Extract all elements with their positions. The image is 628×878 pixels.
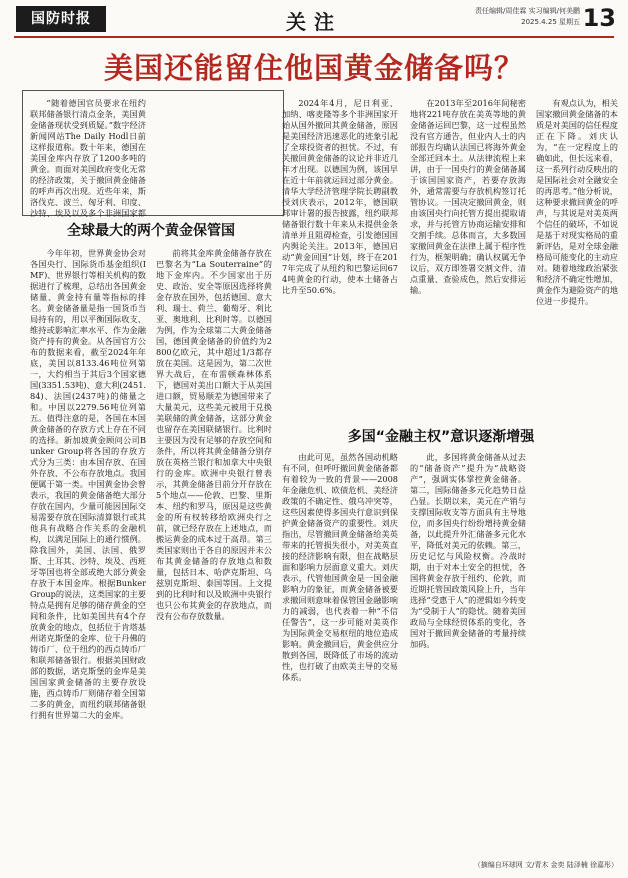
page-header — [0, 0, 628, 40]
page-number: 13 — [582, 4, 616, 32]
newspaper-logo: 国防时报 — [16, 6, 106, 32]
header-rule — [14, 36, 614, 38]
subhead-1: 全球最大的两个黄金保管国 — [67, 223, 235, 239]
source-credit: （摘编自环球网 文/青木 金奕 陆泽楠 徐嘉彤） — [473, 861, 618, 869]
date-line: 2025.4.25 星期五 — [521, 18, 580, 26]
editor-meta — [475, 6, 580, 28]
headline: 美国还能留住他国黄金储备吗？ — [103, 51, 524, 85]
section-title: 关注 — [286, 10, 342, 34]
article-col-7: 有观点认为，相关国家撤回黄金储备的本质是对美国的信任程度正在下降。刘庆认为，“在一定程度上的确如此，但长远来看，这一系列行动反映出的是国际社会对全融安全的再思考。”他分析说，这种要求撤回黄金的呼声，与其说是对美英两个信任的破坏，不如说是基于对现实格局的重新评估，是对全球金融格局可能变化的主动应对。随着地缘政治紧张和经济不确定性增加，黄金作为避险资产的地位进一步提升。 — [536, 98, 618, 306]
article-col-4: 在2013年至2016年间秘密地将221吨存放在美英等地的黄金储备运回巴黎，这一过程虽然没有官方通告，但业内人士的内部报告均确认法国已将海外黄金全部迁回本土。从法律流程上来讲，由于一国央行的黄金储备属于该国国家资产，若要存放海外，通常需要与存放机构签订托管协议。一国决定撤回黄金，则由该国央行向托管方提出提取请求，并与托管方协商运输安排和交割手续。总体而言，大多数国家撤回黄金在法律上属于程序性行为，框架明确；确认权属无争议后，双方即签署交割文件、清点重量、查验成色，然后安排运输。 — [410, 98, 526, 295]
intro-text: “随着德国官员要求在纽约联邦储备银行清点金条，美国黄金储备现状受到质疑。”数字经济新闻网站The Daily Hodl日前这样报道称。数十年来，德国在美国金库内存放了1200多吨的黄金。而面对美国政府变化无常的经济政策，关于撤回黄金储备的呼声再次出现。近些年来，斯洛伐克、波兰、匈牙利、印度、沙特、埃及以及多个非洲国家都 — [30, 98, 146, 218]
article-col-6: 此，多国将黄金储备从过去的“储备资产”提升为“战略资产”，强调实体掌控黄金储备。第二，国际储备多元化趋势日益凸显。长期以来，美元在产销与支撑国际收支等方面具有主导地位，而多国央行纷纷增持黄金储备，以此提升外汇储备多元化水平，降低对美元的依赖。第三，历史记忆与风险权衡。冷战时期，由于对本土安全的担忧，各国将黄金存放于纽约、伦敦，而近期托管国政策风险上升，当年选择“受惠于人”的逻辑如今转变为“受制于人”的隐忧。随着美国政局与全球经贸体系的变化，各国对于撤回黄金储备的考量持续加码。 — [410, 452, 526, 649]
article-col-5: 由此可见，虽然各国动机略有不同，但呼吁撤回黄金储备都有着较为一致的背景——2008年金融危机、欧债危机、美经济政策的不确定性、俄乌冲突等，这些因素使得多国央行意识到保护黄金储备资产的重要性。刘庆指出，尽管撤回黄金储备给美英带来的托管损失很小，对美英直接的经济影响有限，但在战略层面和影响力层面意义重大。刘庆表示，代管他国黄金是一国金融影响力的象征，而黄金储备被要求撤回则意味着保管国金融影响力的减弱，也代表着一种“不信任警告”，这一步可能对美英作为国际黄金交易枢纽的地位造成影响。黄金撤回后，黄金供应分散到各国，既降低了市场的流动性，也打破了由欧美主导的交易体系。 — [282, 452, 398, 682]
subhead-2: 多国“金融主权”意识逐渐增强 — [347, 429, 535, 445]
article-col-1: 今年年初，世界黄金协会对各国央行、国际货币基金组织(IMF)、世界银行等相关机构的数据进行了梳理，总结出各国黄金储量、黄金持有量等指标的排名。黄金储备量是指一国货币当局持有的，用以平衡国际收支、维持或影响汇率水平、作为金融资产持有的黄金。从各国官方公布的数据来看，截至2024年年底，美国以8133.46吨位列第一，大约相当于其后3个国家德国(3351.53吨)、意大利(2451.84)、法国(2437吨)的储量之和。中国以2279.56吨位列第五。值得注意的是，各国在本国黄金储备的存放方式上存在不同的选择。新加坡黄金顾问公司Bunker Group将各国的存放方式分为三类：由本国存放、在国外存放、不公布存放地点。我国便属于第一类。中国黄金协会曾表示，我国的黄金储备绝大部分存放在国内，少量可能因国际交易需要存放在国际清算银行或其他具有战略合作关系的金融机构，以满足国际上的通行惯例。除我国外，美国、法国、俄罗斯、土耳其、沙特、埃及、西班牙等国也将全部或绝大部分黄金存放于本国金库。根据Bunker Group的说法，这类国家的主要特点是拥有足够的储存黄金的空间和条件，比如美国共有4个存放黄金的地点，包括位于肯塔基州诺克斯堡的金库、位于丹佛的铸币厂、位于纽约的西点铸币厂和联邦储备银行。根据美国财政部的数据，诺克斯堡的金库是美国国家黄金储备的主要存放设施，西点铸币厂则储存着全国第二多的黄金，而纽约联邦储备银行拥有世界第二大的金库。 — [30, 248, 146, 720]
article-col-2: 前将其金库黄金储备存放在巴黎名为“La Souterraine”的地下金库内。不少国家出于历史、政治、安全等原因选择将黄金存放在国外，包括德国、意大利、瑞士、荷兰、葡萄牙、利比亚、奥地利、比利时等。以德国为例，作为全球第二大黄金储备国，德国黄金储备的价值约为2800亿欧元，其中超过1/3都存放在美国。这是因为，第二次世界大战后，在布雷顿森林体系下，德国对美出口额大于从美国进口额，贸易顺差为德国带来了大量美元，这些美元被用于兑换美联储的黄金储备，这部分黄金也留存在美国联储银行。比利时主要因为没有足够的存放空间和条件，所以将其黄金储备分别存放在英格兰银行和加拿大中央银行的金库。欧洲中央银行曾表示，其黄金储备目前分开存放在5个地点——伦敦、巴黎、里斯本、纽约和罗马，原因是这些黄金的所有权转移给欧洲央行之前，就已经存放在上述地点，而搬运黄金的成本过于高昂。第三类国家则出于各自的原因并未公布其黄金储备的存放地点和数量，包括日本、哈萨克斯坦、乌兹别克斯坦、泰国等国。上文提到的比利时和以及欧洲中央银行也只公布其黄金的存放地点，而没有公布存放数量。 — [156, 248, 272, 621]
article-col-3: 2024年4月，尼日利亚、加纳、喀麦隆等多个非洲国家开始从国外撤回其黄金储备，原因是美国经济迅速恶化的迹象引起了全球投资者的担忧。不过，有关撤回黄金储备的议论并非近几年才出现。以德国为例，该国早在近十年前就运回过部分黄金。清华大学经济管理学院长聘副教授刘庆表示，2012年，德国联邦审计署的报告披露，纽约联邦储备银行数十年来从未提供金条清单并且阻碍检查，引发德国国内舆论关注。2013年，德国启动“黄金回国”计划，终于在2017年完成了从纽约和巴黎运回674吨黄金的行动，使本土储备占比升至50.6%。 — [282, 98, 398, 295]
editor-line: 责任编辑/周佳霖 实习编辑/何美鹏 — [475, 7, 580, 15]
subhead-1-wrap — [30, 222, 272, 242]
